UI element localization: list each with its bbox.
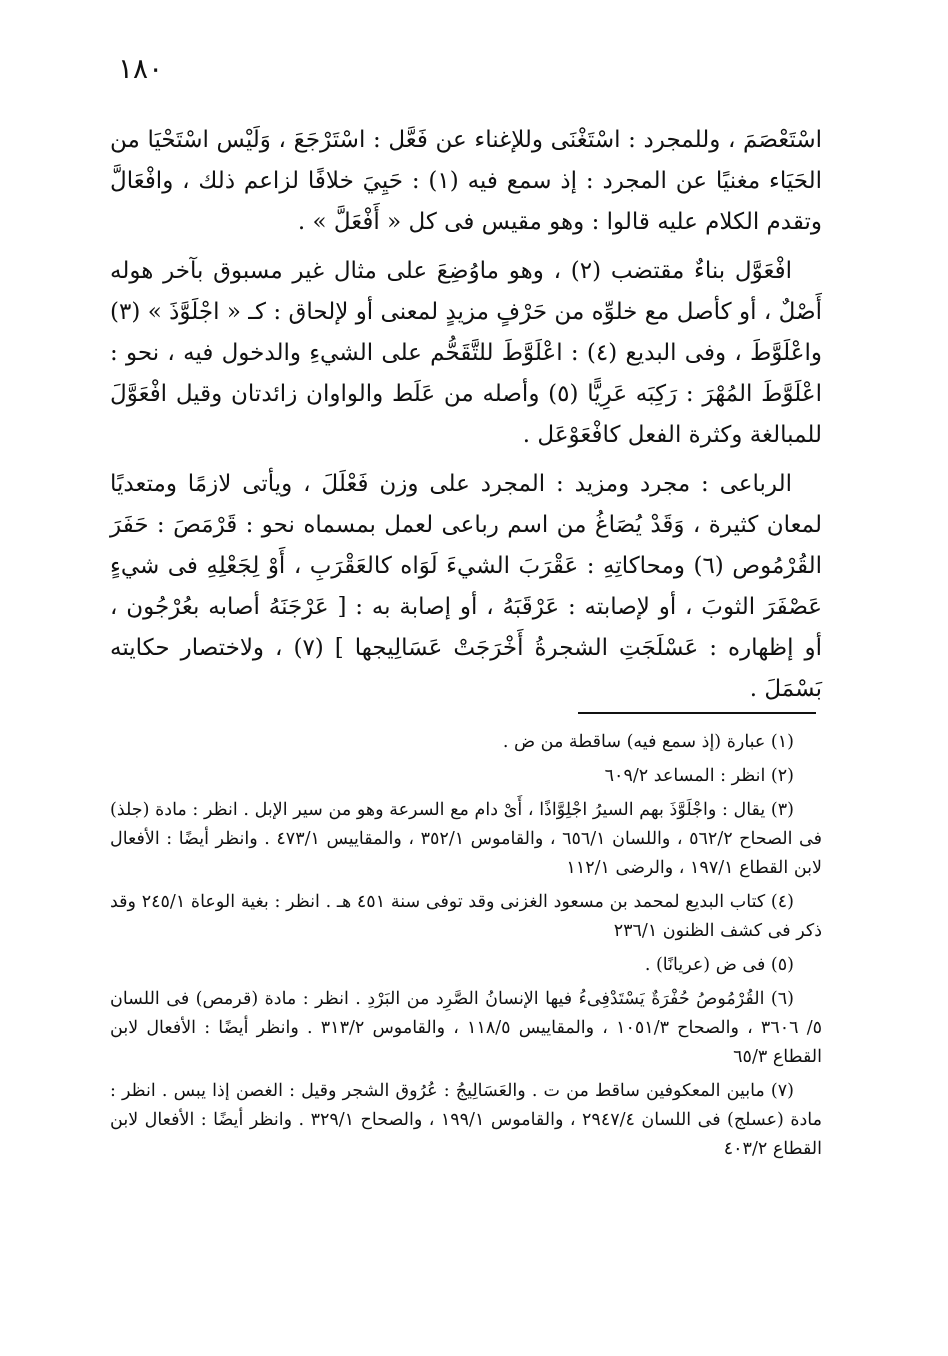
footnote-6: (٦) القُرْمُوصُ حُفْرَةٌ يَسْتَدْفِىءُ فيها الإنسانُ الصَّرِد من البَرْدِ . انظر : مادة (قرمص) فى اللسان ٥/ ٣٦٠٦ ، والصحاح ١٠٥١/٣ ، والمقاييس ١١٨/٥ ، والقاموس ٣١٣/٢ . وانظر أيضًا : الأفعال لابن القطاع ٦٥/٣	[110, 989, 823, 1067]
main-text	[110, 120, 822, 710]
paragraph-1: اسْتَعْصَمَ ، وللمجرد : اسْتَغْنَى وللإغناء عن فَعَّل : اسْتَرْجَعَ ، وَلَيْس اسْتَحْيَا من الحَيَاء مغنيًا عن المجرد : إذ سمع فيه (١) : حَيِيَ خلافًا لزاعم ذلك ، وافْعَالَّ وتقدم الكلام عليه قالوا : وهو مقيس فى كل « أَفْعَلَّ » .	[110, 127, 823, 235]
footnote-7: (٧) مابين المعكوفين ساقط من ت . والعَسَالِيجُ : عُرُوق الشجر وقيل : الغصن إذا يبس . انظر : مادة (عسلج) فى اللسان ٢٩٤٧/٤ ، والقاموس ١٩٩/١ ، والصحاح ٣٢٩/١ . وانظر أيضًا : الأفعال لابن القطاع ٤٠٣/٢	[110, 1081, 822, 1159]
paragraph-2: افْعَوَّل بناءٌ مقتضب (٢) ، وهو ماوُضِعَ على مثال غير مسبوق بآخر هوله أَصْلٌ ، أو كأصل مع خلوِّه من حَرْفٍ مزيدٍ لمعنى أو لإلحاق : كـ « اجْلَوَّذَ » (٣) واعْلَوَّطَ ، وفى البديع (٤) : اعْلَوَّطَ للتَّقَحُّم على الشيءِ والدخول فيه ، نحو : اعْلَوَّطَ المُهْرَ : رَكِبَه عَرِيًّا (٥) وأصله من عَلَط والواوان زائدتان وقيل افْعَوَّلَ للمبالغة وكثرة الفعل كافْعَوْعَل .	[110, 258, 822, 448]
footnote-1: (١) عبارة (إذ سمع فيه) ساقطة من ض .	[502, 732, 794, 752]
footnote-5: (٥) فى ض (عريانًا) .	[644, 955, 794, 975]
footnotes	[110, 728, 822, 1169]
footnote-3: (٣) يقال : واجْلَوَّذَ بهم السيرُ اجْلِوَّاذًا ، أَىْ دام مع السرعة وهو من سير الإبل . انظر : مادة (جلذ) فى الصحاح ٥٦٢/٢ ، واللسان ٦٥٦/١ ، والقاموس ٣٥٢/١ ، والمقاييس ٤٧٣/١ . وانظر أيضًا : الأفعال لابن القطاع ١٩٧/١ ، والرضى ١١٢/١	[110, 800, 822, 878]
footnote-separator	[578, 712, 816, 714]
footnote-4: (٤) كتاب البديع لمحمد بن مسعود الغزنى وقد توفى سنة ٤٥١ هـ . انظر : بغية الوعاة ٢٤٥/١ وقد ذكر فى كشف الظنون ٢٣٦/١	[110, 892, 822, 941]
footnote-2: (٢) انظر : المساعد ٦٠٩/٢	[604, 766, 794, 786]
page-number: ١٨٠	[118, 52, 164, 85]
paragraph-3: الرباعى : مجرد ومزيد : المجرد على وزن فَعْلَلَ ، ويأتى لازمًا ومتعديًا لمعان كثيرة ، وَقَدْ يُصَاغُ من اسم رباعى لعمل بمسماه نحو : قَرْمَصَ : حَفَرَ القُرْمُوص (٦) ومحاكاتِهِ : عَقْرَبَ الشيءَ لَوَاه كالعَقْرَبِ ، أَوْ لِجَعْلِهِ فى شيءٍ عَصْفَرَ الثوبَ ، أو لإصابته : عَرْقَبَهُ ، أو إصابة به : [ عَرْجَنَهُ أصابه بعُرْجُون ، أو إظهاره : عَسْلَجَتِ الشجرةُ أَخْرَجَتْ عَسَالِيجها ] (٧) ، ولاختصار حكايته بَسْمَلَ .	[110, 471, 823, 702]
